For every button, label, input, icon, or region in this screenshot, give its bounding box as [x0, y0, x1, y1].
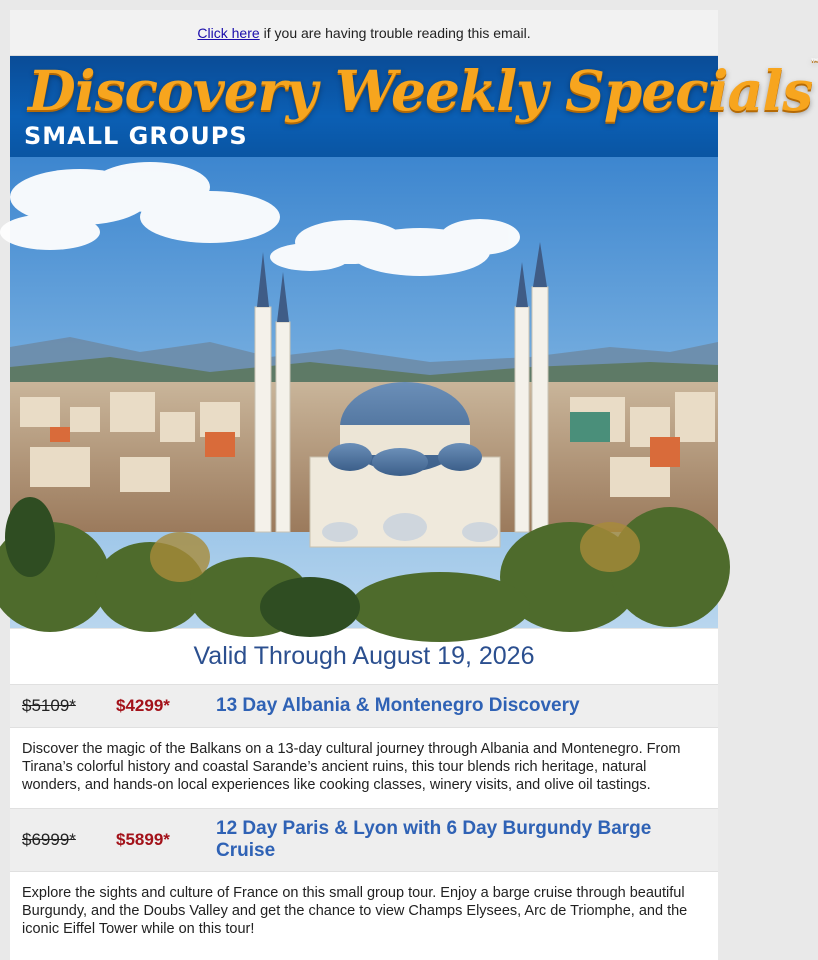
- banner-title-text: Discovery Weekly Specials: [28, 58, 813, 123]
- original-price: $6999*: [22, 830, 76, 849]
- preheader-text: if you are having trouble reading this email.: [263, 24, 531, 41]
- preheader-bar: [10, 10, 718, 56]
- deal-description: Explore the sights and culture of France on this small group tour. Enjoy a barge cruise through beautiful Burgundy, and the Doubs Valley and get the chance to view Champs Elysees, Arc de Triomphe, and the iconic Eiffel Tower while on this tour!: [22, 885, 688, 937]
- trademark-symbol: ™: [810, 58, 818, 68]
- hero-illustration: [10, 157, 718, 628]
- deal-row[interactable]: [10, 684, 718, 728]
- hero-image-mosque[interactable]: [10, 157, 718, 628]
- email-container: [10, 10, 818, 960]
- banner-subtitle: SMALL GROUPS: [24, 122, 248, 150]
- banner-title: [28, 58, 818, 123]
- original-price: $5109*: [22, 696, 76, 715]
- deal-row[interactable]: [10, 808, 718, 872]
- sale-price: $4299*: [116, 696, 170, 715]
- deal-title-link[interactable]: 13 Day Albania & Montenegro Discovery: [216, 695, 580, 716]
- click-here-link[interactable]: Click here: [197, 24, 260, 41]
- header-banner[interactable]: [10, 56, 818, 157]
- deal-title-link[interactable]: 12 Day Paris & Lyon with 6 Day Burgundy Barge Cruise: [216, 818, 652, 861]
- deal-description: Discover the magic of the Balkans on a 13-day cultural journey through Albania and Montenegro. From Tirana’s colorful history and coastal Sarande’s ancient ruins, this tour blends rich heritage, natural wonders, and hands-on local experiences like cooking classes, winery visits, and olive oil tastings.: [22, 741, 681, 793]
- sale-price: $5899*: [116, 830, 170, 849]
- validity-heading: Valid Through August 19, 2026: [10, 628, 718, 684]
